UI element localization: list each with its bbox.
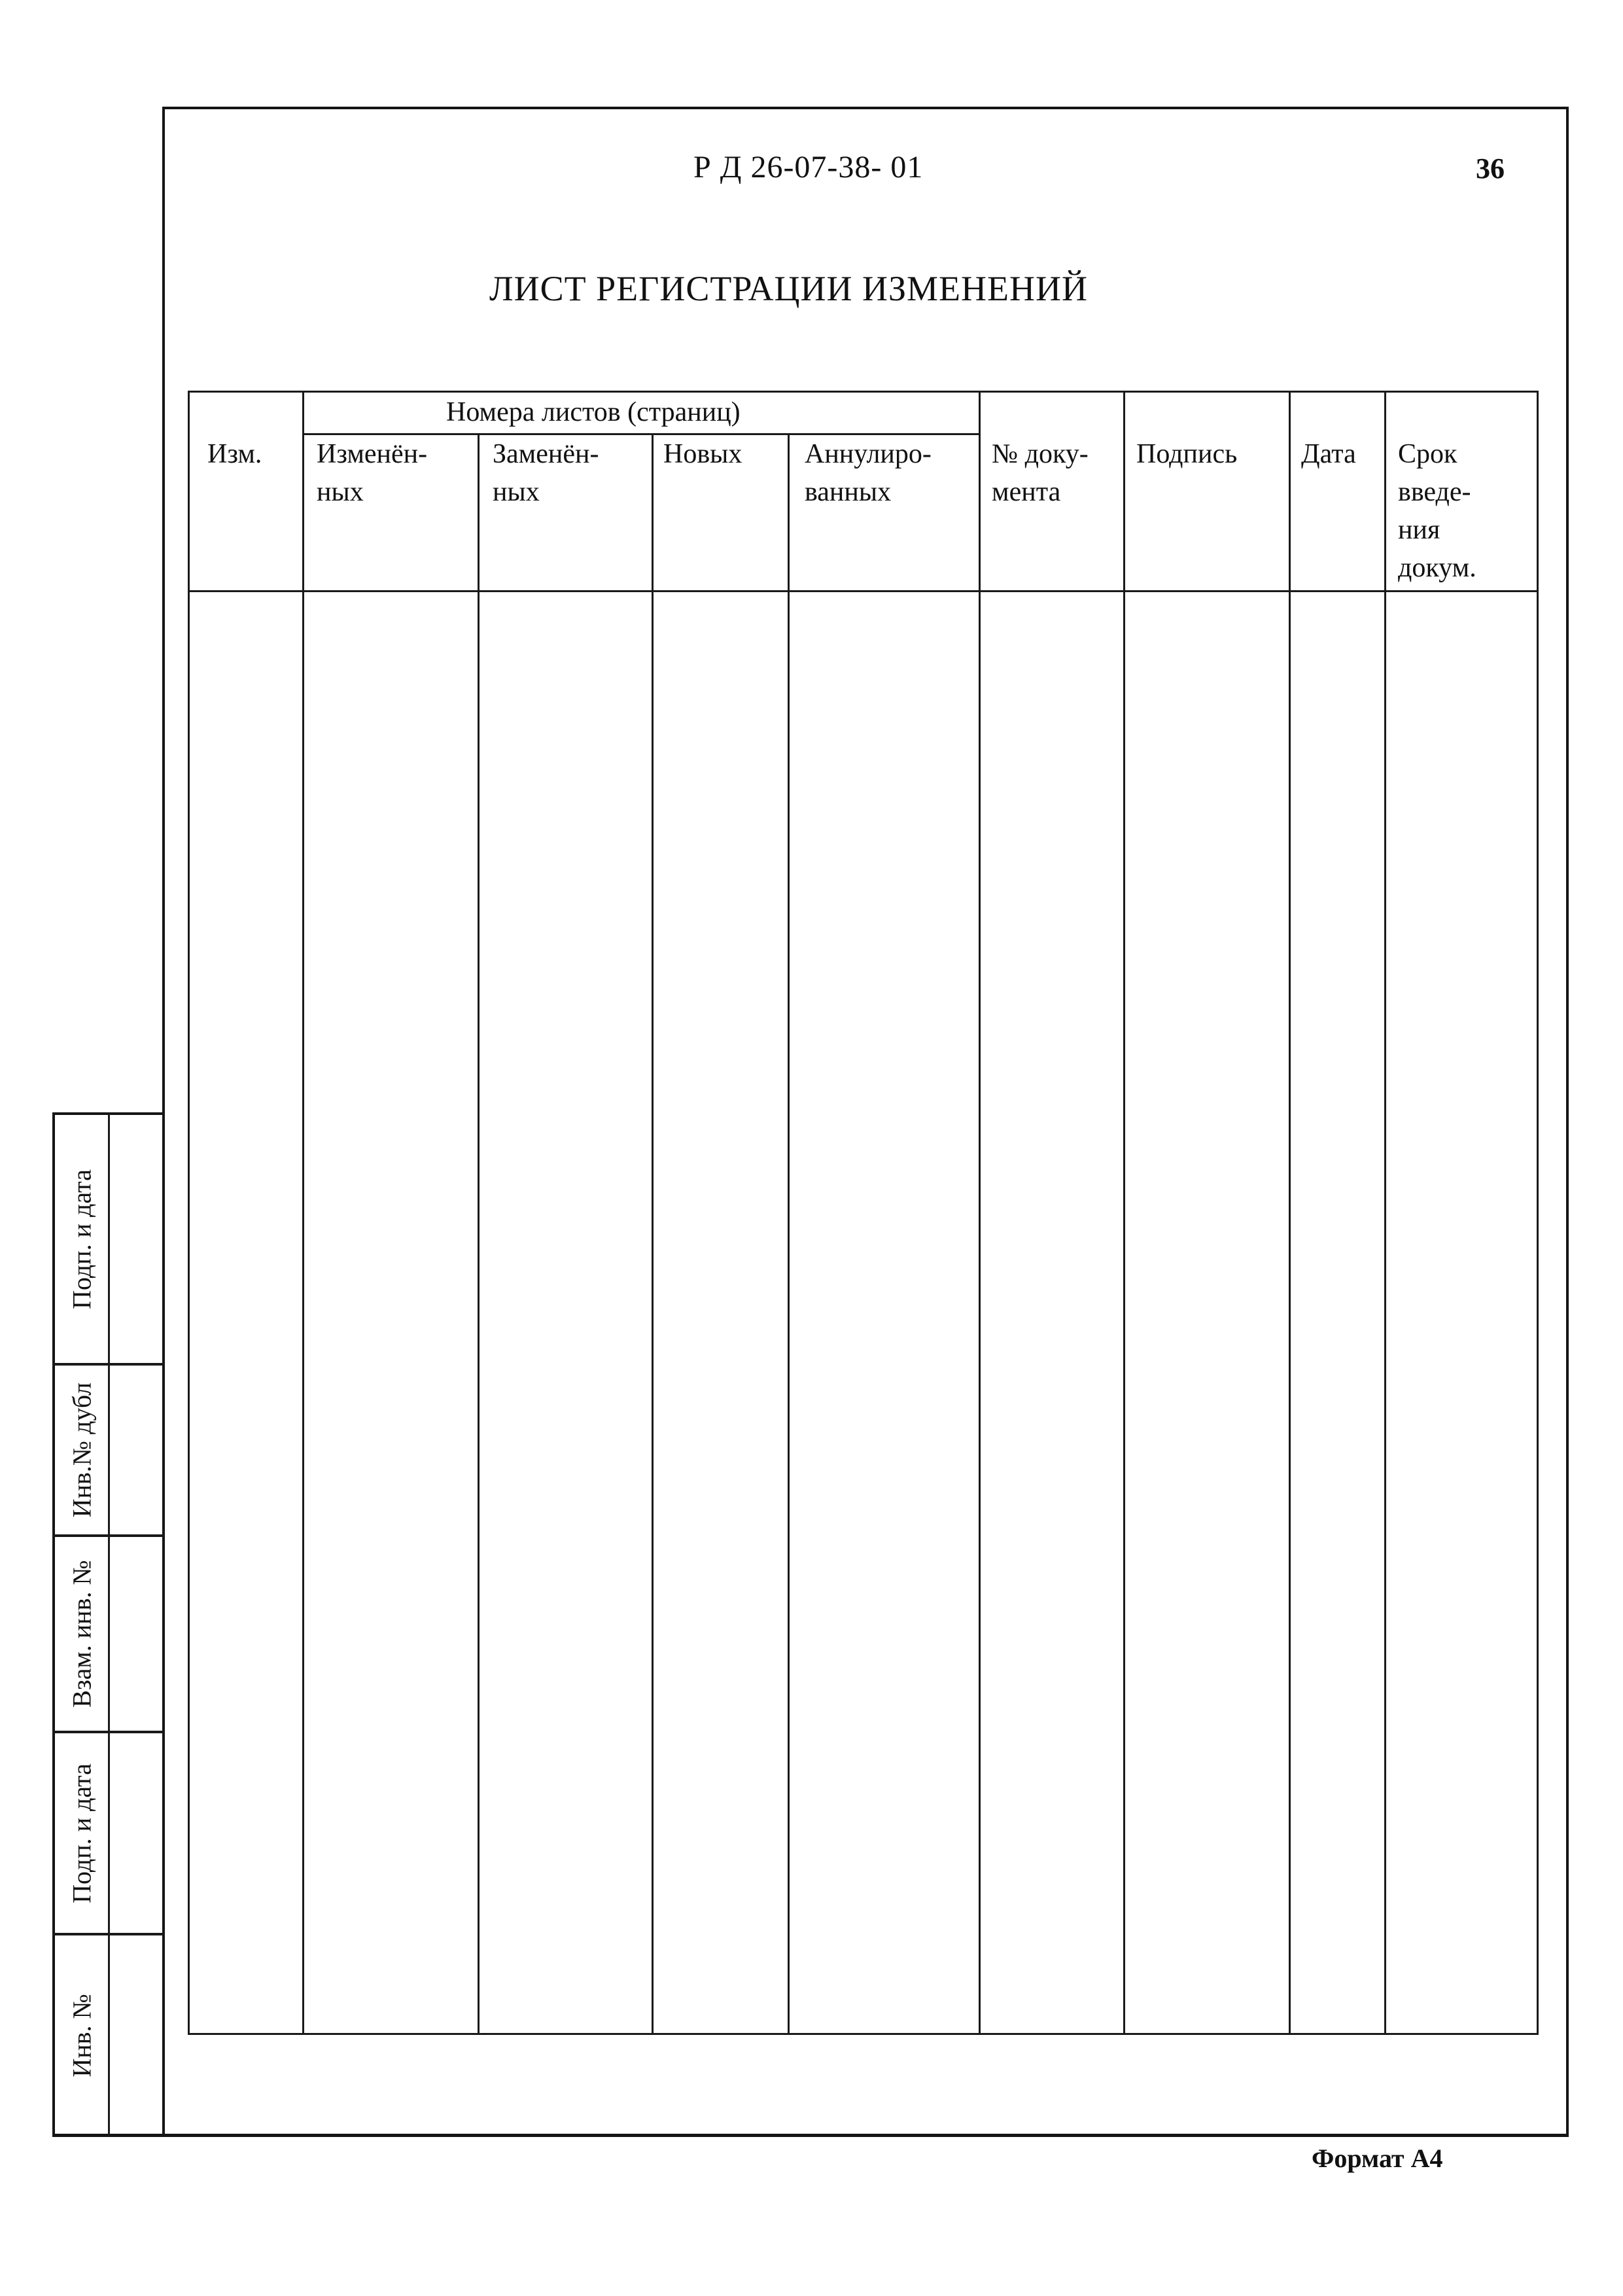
- column-divider: [788, 433, 790, 2035]
- column-divider: [1123, 391, 1125, 2035]
- page-number: 36: [1476, 152, 1505, 185]
- column-divider: [979, 391, 981, 2035]
- stamp-label-replacement-inv: Взам. инв. №: [67, 1560, 97, 1708]
- column-divider: [478, 433, 480, 2035]
- column-header-cancelled: Аннулиро- ванных: [805, 439, 932, 507]
- column-divider: [302, 391, 304, 2035]
- column-divider: [652, 433, 654, 2035]
- column-header-date: Дата: [1301, 439, 1356, 469]
- stamp-label-sign-date-2: Подп. и дата: [67, 1763, 97, 1903]
- column-divider: [1289, 391, 1291, 2035]
- table-bottom-border: [188, 2033, 1539, 2035]
- column-divider: [1384, 391, 1386, 2035]
- document-code: Р Д 26-07-38- 01: [693, 150, 924, 185]
- column-header-replaced: Заменён- ных: [493, 439, 599, 507]
- side-stamp-block: [52, 1112, 164, 2136]
- group-header-sheet-numbers: Номера листов (страниц): [446, 397, 741, 427]
- column-header-signature: Подпись: [1136, 439, 1238, 469]
- table-right-border: [1537, 391, 1539, 2035]
- stamp-label-sign-date: Подп. и дата: [67, 1169, 97, 1309]
- column-header-effective-date: Срок введе- ния докум.: [1398, 439, 1476, 583]
- stamp-label-original-inv: Инв. №: [67, 1994, 97, 2077]
- change-registration-table: [188, 391, 1539, 2035]
- column-header-changed: Изменён- ных: [317, 439, 428, 507]
- column-header-new: Новых: [663, 439, 742, 469]
- stamp-vertical-divider: [108, 1112, 110, 2136]
- column-header-document-no: № доку- мента: [992, 439, 1089, 507]
- page-title: ЛИСТ РЕГИСТРАЦИИ ИЗМЕНЕНИЙ: [489, 269, 1088, 308]
- header-bottom-border: [188, 590, 1539, 592]
- table-top-border: [188, 391, 1539, 393]
- column-header-change-no: Изм.: [207, 439, 262, 469]
- stamp-label-duplicate-inv: Инв.№ дубл: [67, 1382, 97, 1518]
- frame-bottom-line: [52, 2134, 1569, 2137]
- table-left-border: [188, 391, 190, 2035]
- format-label: Формат А4: [1312, 2144, 1443, 2173]
